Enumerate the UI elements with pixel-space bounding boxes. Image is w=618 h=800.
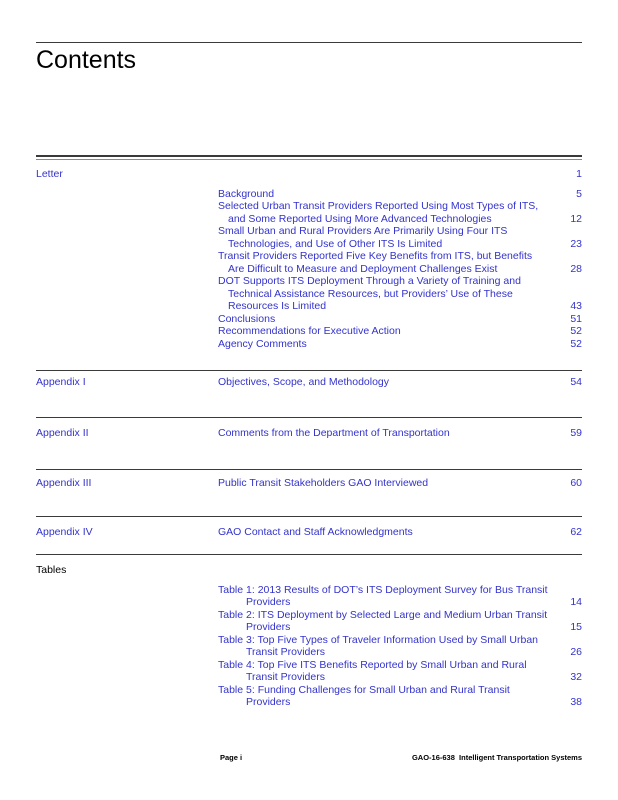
appendix-3-label[interactable]: Appendix III [36,477,92,489]
entry-page-number[interactable]: 15 [570,621,582,633]
appendix-4-divider [36,516,582,517]
tables-section-divider [36,554,582,555]
toc-entry [218,338,582,351]
toc-row-appendix-1 [36,376,582,389]
appendix-2-page-number[interactable]: 59 [570,426,582,439]
letter-entries [218,188,582,351]
appendix-1-title[interactable]: Objectives, Scope, and Methodology [218,376,390,388]
appendix-1-page-number[interactable]: 54 [570,376,582,388]
footer-page-number: Page i [220,753,243,762]
entry-page-number[interactable]: 51 [570,312,582,325]
entry-title[interactable]: Table 5: Funding Challenges for Small Urban and Rural Transit Providers [218,683,510,708]
toc-entry [218,225,582,250]
appendix-2-divider [36,417,582,418]
toc-entry [218,200,582,225]
appendix-4-page-number[interactable]: 62 [570,525,582,538]
toc-entry [218,250,582,275]
toc-row-letter [36,168,582,181]
entry-title[interactable]: Table 4: Top Five ITS Benefits Reported by Small Urban and Rural Transit Providers [218,658,527,683]
appendix-4-title[interactable]: GAO Contact and Staff Acknowledgments [218,525,413,538]
entry-page-number[interactable]: 12 [570,212,582,225]
toc-entry [218,684,582,709]
entry-title[interactable]: Table 1: 2013 Results of DOT’s ITS Deployment Survey for Bus Transit Providers [218,583,548,608]
entry-page-number[interactable]: 14 [570,596,582,608]
entry-title[interactable]: Table 2: ITS Deployment by Selected Large and Medium Urban Transit Providers [218,608,548,633]
entry-title[interactable]: Transit Providers Reported Five Key Benefits from ITS, but Benefits Are Difficult to Measure and Deployment Challenges Exist [218,250,533,275]
toc-entry [218,313,582,326]
toc-row-tables [36,564,582,577]
appendix-3-page-number[interactable]: 60 [570,477,582,489]
tables-entries [218,584,582,709]
appendix-2-label[interactable]: Appendix II [36,426,89,439]
toc-entry [218,275,582,313]
entry-title[interactable]: Table 3: Top Five Types of Traveler Information Used by Small Urban Transit Providers [218,633,539,658]
toc-entry [218,659,582,684]
appendix-2-title[interactable]: Comments from the Department of Transportation [218,426,450,439]
entry-title[interactable]: Selected Urban Transit Providers Reported Using Most Types of ITS, and Some Reported Using More Advanced Technologies [218,200,539,225]
toc-entry [218,188,582,201]
page-footer [36,753,582,762]
entry-page-number[interactable]: 26 [570,646,582,658]
entry-page-number[interactable]: 38 [570,696,582,708]
entry-title[interactable]: Conclusions [218,312,276,325]
letter-link[interactable]: Letter [36,168,63,180]
tables-section-label: Tables [36,564,67,576]
entry-page-number[interactable]: 5 [576,187,582,200]
toc-row-appendix-2 [36,427,582,440]
appendix-3-divider [36,469,582,470]
entry-page-number[interactable]: 52 [570,337,582,350]
entry-title[interactable]: Small Urban and Rural Providers Are Primarily Using Four ITS Technologies, and Use of Other ITS Is Limited [218,225,508,250]
entry-page-number[interactable]: 43 [570,300,582,312]
toc-entry [218,584,582,609]
table-of-contents [36,155,582,709]
appendix-1-label[interactable]: Appendix I [36,376,86,388]
header-rule [36,42,582,43]
appendix-3-title[interactable]: Public Transit Stakeholders GAO Interviewed [218,477,429,489]
entry-page-number[interactable]: 32 [570,671,582,683]
letter-section-divider [36,155,582,160]
toc-row-appendix-4 [36,526,582,539]
entry-title[interactable]: Recommendations for Executive Action [218,325,401,337]
toc-entry [218,609,582,634]
entry-page-number[interactable]: 28 [570,262,582,275]
page-title: Contents [36,46,137,74]
toc-row-appendix-3 [36,477,582,490]
toc-entry [218,325,582,338]
toc-entry [218,634,582,659]
entry-page-number[interactable]: 52 [570,325,582,337]
appendix-1-divider [36,370,582,371]
appendix-4-label[interactable]: Appendix IV [36,525,93,538]
entry-title[interactable]: Background [218,187,275,200]
entry-page-number[interactable]: 23 [570,237,582,250]
entry-title[interactable]: Agency Comments [218,337,307,350]
letter-page-number[interactable]: 1 [576,168,582,180]
entry-title[interactable]: DOT Supports ITS Deployment Through a Variety of Training and Technical Assistance Resources, but Providers’ Use of These Resources Is Limited [218,275,521,312]
footer-report-id: GAO-16-638 Intelligent Transportation Systems [411,753,582,762]
